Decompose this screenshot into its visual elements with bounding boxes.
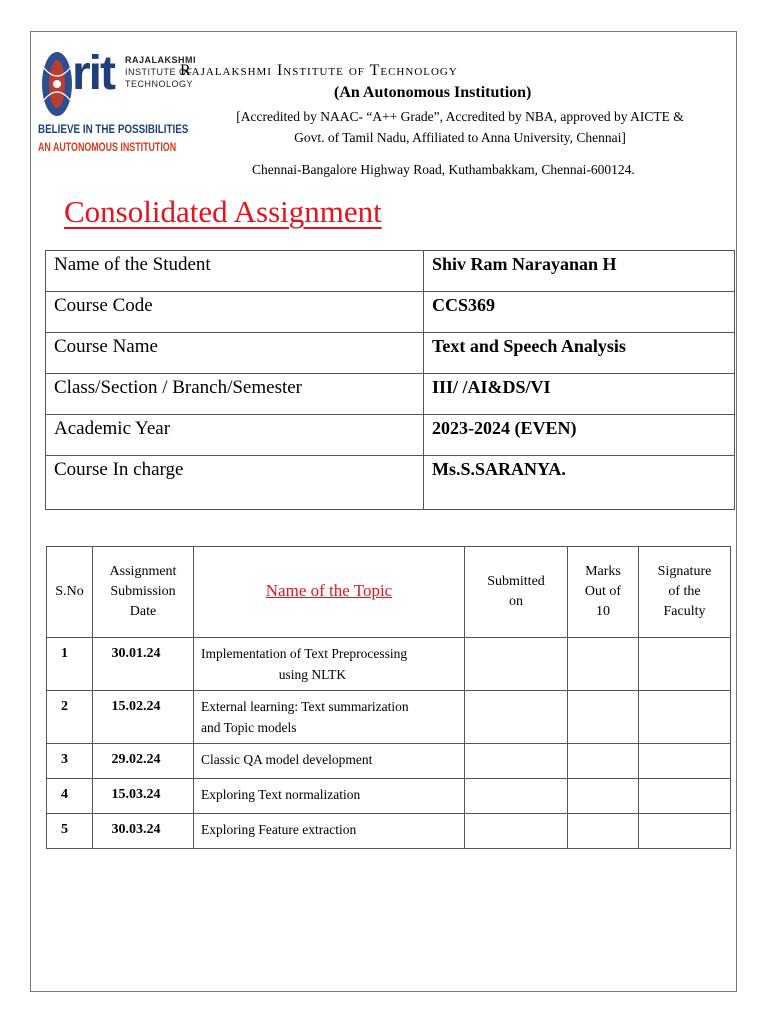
row-date: 15.03.24: [93, 779, 194, 814]
logo-name-text: RAJALAKSHMI INSTITUTE OF TECHNOLOGY: [125, 55, 197, 89]
row-signature: [639, 638, 731, 691]
info-label: Class/Section / Branch/Semester: [46, 374, 424, 415]
logo-emblem-icon: [40, 48, 74, 120]
info-row: [46, 333, 735, 374]
table-row: [47, 691, 731, 744]
info-value: CCS369: [424, 292, 735, 333]
row-marks: [568, 779, 639, 814]
table-row: [47, 814, 731, 849]
logo-autonomous-tag: AN AUTONOMOUS INSTITUTION: [38, 140, 177, 154]
row-submitted-on: [465, 779, 568, 814]
row-topic: Classic QA model development: [194, 744, 465, 779]
info-value: 2023-2024 (EVEN): [424, 415, 735, 456]
logo-letters: rit: [72, 47, 114, 100]
info-value: Shiv Ram Narayanan H: [424, 251, 735, 292]
institution-address: Chennai-Bangalore Highway Road, Kuthambakkam, Chennai-600124.: [252, 162, 635, 177]
info-value: Ms.S.SARANYA.: [424, 456, 735, 510]
info-label: Course Code: [46, 292, 424, 333]
row-marks: [568, 744, 639, 779]
info-value: III/ /AI&DS/VI: [424, 374, 735, 415]
col-header-submitted: Submitted on: [465, 547, 568, 638]
row-signature: [639, 744, 731, 779]
row-submitted-on: [465, 691, 568, 744]
info-row: [46, 292, 735, 333]
col-header-date: Assignment Submission Date: [93, 547, 194, 638]
info-row: [46, 251, 735, 292]
row-submitted-on: [465, 638, 568, 691]
row-date: 15.02.24: [93, 691, 194, 744]
row-sno: 3: [47, 744, 93, 779]
row-marks: [568, 691, 639, 744]
info-row: [46, 374, 735, 415]
row-signature: [639, 814, 731, 849]
row-sno: 4: [47, 779, 93, 814]
row-marks: [568, 814, 639, 849]
row-date: 29.02.24: [93, 744, 194, 779]
table-row: [47, 638, 731, 691]
col-header-topic: Name of the Topic: [194, 547, 465, 638]
row-signature: [639, 779, 731, 814]
institution-name: Rajalakshmi Institute of Technology: [180, 62, 458, 79]
row-sno: 5: [47, 814, 93, 849]
table-row: [47, 744, 731, 779]
row-submitted-on: [465, 744, 568, 779]
row-date: 30.03.24: [93, 814, 194, 849]
row-marks: [568, 638, 639, 691]
col-header-marks: Marks Out of 10: [568, 547, 639, 638]
institution-subtitle: (An Autonomous Institution): [334, 84, 532, 101]
row-sno: 1: [47, 638, 93, 691]
row-submitted-on: [465, 814, 568, 849]
info-row: [46, 456, 735, 510]
info-value: Text and Speech Analysis: [424, 333, 735, 374]
table-header-row: [47, 547, 731, 638]
row-sno: 2: [47, 691, 93, 744]
logo-tagline: BELIEVE IN THE POSSIBILITIES: [38, 122, 189, 136]
row-topic: Implementation of Text Preprocessing using NLTK: [194, 638, 465, 691]
info-label: Course In charge: [46, 456, 424, 510]
institution-logo: [38, 44, 197, 176]
col-header-signature: Signature of the Faculty: [639, 547, 731, 638]
row-topic: Exploring Text normalization: [194, 779, 465, 814]
table-row: [47, 779, 731, 814]
accreditation-text: [Accredited by NAAC- “A++ Grade”, Accredited by NBA, approved by AICTE & Govt. of Tamil Nadu, Affiliated to Anna University, Chennai]: [236, 109, 684, 145]
row-date: 30.01.24: [93, 638, 194, 691]
row-topic: External learning: Text summarization and Topic models: [194, 691, 465, 744]
info-label: Course Name: [46, 333, 424, 374]
info-label: Name of the Student: [46, 251, 424, 292]
info-label: Academic Year: [46, 415, 424, 456]
page-title: Consolidated Assignment: [64, 194, 382, 229]
info-row: [46, 415, 735, 456]
assignment-table: [46, 546, 731, 849]
col-header-sno: S.No: [47, 547, 93, 638]
student-info-table: [45, 250, 735, 510]
row-signature: [639, 691, 731, 744]
row-topic: Exploring Feature extraction: [194, 814, 465, 849]
